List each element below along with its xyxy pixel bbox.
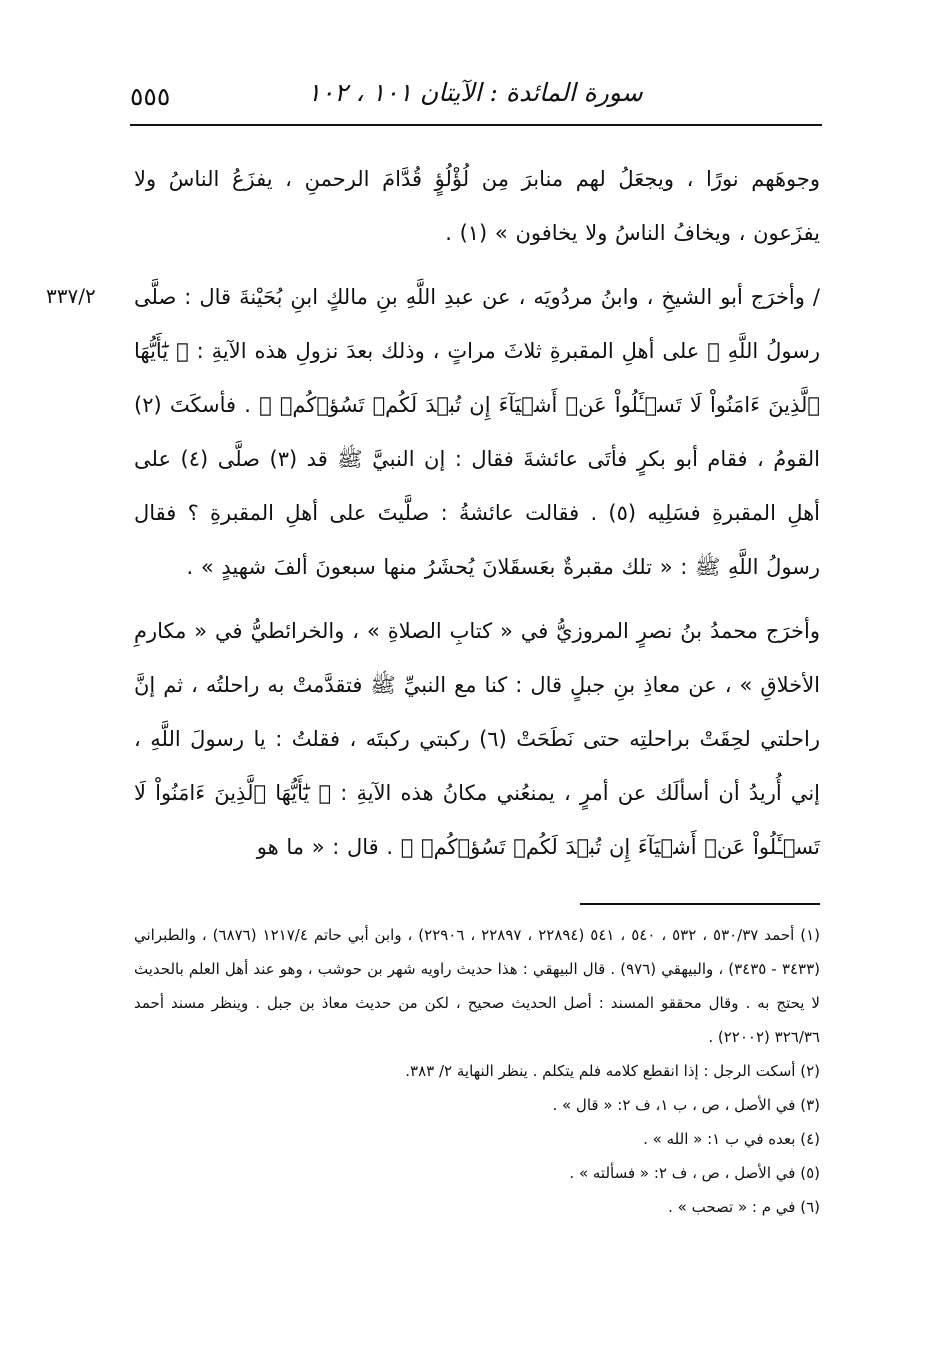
paragraph-3	[134, 604, 820, 874]
page-number: ٥٥٥	[130, 82, 171, 111]
footnote-3: (٣) في الأصل ، ص ، ب ١، ف ٢: « قال » .	[552, 1096, 820, 1114]
paragraph-2	[134, 270, 820, 594]
footnote-2: (٢) أسكت الرجل : إذا انقطع كلامه فلم يتكلم . ينظر النهاية ٢/ ٣٨٣.	[405, 1062, 820, 1080]
footnote-5: (٥) في الأصل ، ص ، ف ٢: « فسألته » .	[569, 1164, 820, 1182]
footnote-4: (٤) بعده في ب ١: « الله » .	[643, 1130, 820, 1148]
running-header	[130, 72, 820, 122]
footnotes	[134, 918, 820, 1224]
side-reference: ٣٣٧/٢	[46, 284, 96, 308]
footnote-6: (٦) في م : « تصحب » .	[668, 1198, 820, 1216]
footnote-rule	[580, 903, 820, 905]
footnote-1: (١) أحمد ٥٣٠/٣٧ ، ٥٣٢ ، ٥٤٠ ، ٥٤١ (٢٢٨٩٤ ، ٢٢٨٩٧ ، ٢٢٩٠٦) ، وابن أبي حاتم ١٢١٧/٤ (٦٨٧٦) ، والطبراني (٣٤٣٣ - ٣٤٣٥) ، والبيهقي (٩٧٦) . قال البيهقي : هذا حديث راويه شهر بن حوشب ، وهو عند أهل العلم بالحديث لا يحتج به . وقال محققو المسند : أصل الحديث صحيح ، لكن من حديث معاذ بن جبل . وينظر مسند أحمد ٣٢٦/٣٦ (٢٢٠٠٢) .	[134, 926, 821, 1046]
paragraph-1	[134, 152, 820, 260]
paragraph-text: / وأخرَج أبو الشيخِ ، وابنُ مردُويَه ، عن عبدِ اللَّهِ بنِ مالكٍ ابنِ بُحَيْنةَ قال : صلَّى رسولُ اللَّهِ ﷺ على أهلِ المقبرةِ ثلاثَ مراتٍ ، وذلك بعدَ نزولِ هذه الآيةِ : ﴿ يَٰٓأَيُّهَا ٱلَّذِينَ ءَامَنُواْ لَا تَسۡـَٔلُواْ عَنۡ أَشۡيَآءَ إِن تُبۡدَ لَكُمۡ تَسُؤۡكُمۡ ﴾ . فأسكَتَ (٢) القومُ ، فقام أبو بكرٍ فأتَى عائشةَ فقال : إن النبيَّ ﷺ قد (٣) صلَّى (٤) على أهلِ المقبرةِ فسَلِيه (٥) . فقالت عائشةُ : صلَّيتَ على أهلِ المقبرةِ ؟ فقال رسولُ اللَّهِ ﷺ : « تلك مقبرةٌ بعَسقَلانَ يُحشَرُ منها سبعونَ ألفَ شهيدٍ » .	[134, 285, 821, 579]
header-rule	[130, 124, 822, 126]
paragraph-text: وأخرَج محمدُ بنُ نصرٍ المروزيُّ في « كتابِ الصلاةِ » ، والخرائطيُّ في « مكارمِ الأخلاقِ » ، عن معاذِ بنِ جبلٍ قال : كنا مع النبيِّ ﷺ فتقدَّمتْ به راحلتُه ، ثم إنَّ راحلتي لحِقَتْ براحلتِه حتى نَطَحَتْ (٦) ركبتي ركبتَه ، فقلتُ : يا رسولَ اللَّهِ ، إني أُريدُ أن أسألَك عن أمرٍ ، يمنعُني مكانُ هذه الآيةِ : ﴿ يَٰٓأَيُّهَا ٱلَّذِينَ ءَامَنُواْ لَا تَسۡـَٔلُواْ عَنۡ أَشۡيَآءَ إِن تُبۡدَ لَكُمۡ تَسُؤۡكُمۡ ﴾ . قال : « ما هو	[134, 619, 820, 859]
paragraph-text: وجوهَهم نورًا ، ويجعَلُ لهم منابرَ مِن لُؤْلُؤٍ قُدَّامَ الرحمنِ ، يفزَعُ الناسُ ولا يفزَعون ، ويخافُ الناسُ ولا يخافون » (١) .	[134, 167, 820, 245]
header-title: سورة المائدة : الآيتان ١٠١ ، ١٠٢	[307, 78, 643, 107]
